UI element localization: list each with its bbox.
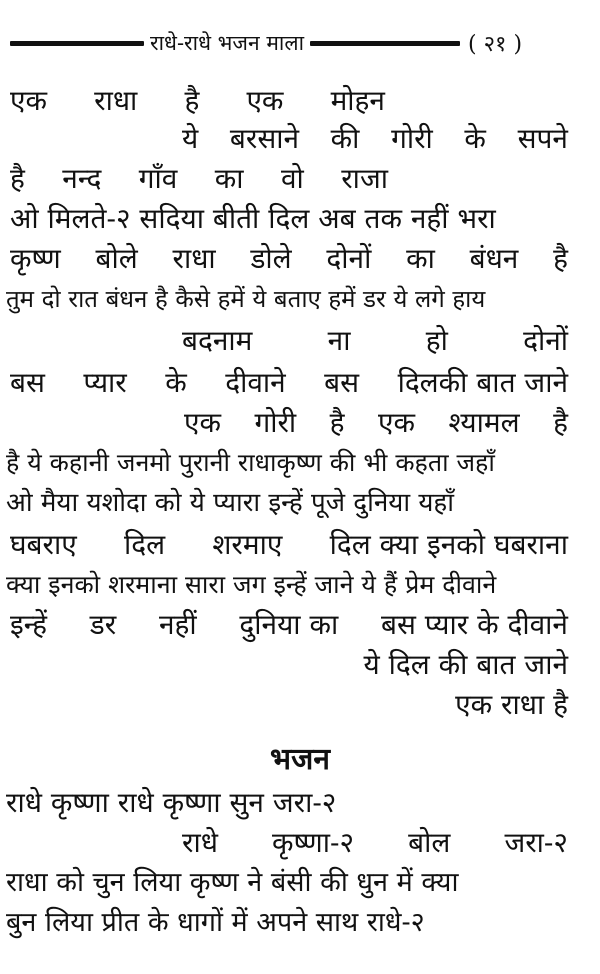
word: दिल <box>124 528 166 561</box>
word: है <box>329 406 345 439</box>
word: बरसाने <box>229 122 300 155</box>
bhajan-line-2 <box>182 824 568 862</box>
word: दिलकी बात जाने <box>397 366 568 399</box>
verse-line-7 <box>182 322 568 360</box>
word: प्यार <box>83 366 127 399</box>
word: बोले <box>95 242 138 275</box>
word: ओ मिलते-२ सदिया बीती दिल अब तक नहीं भरा <box>10 202 496 235</box>
word: है <box>553 406 568 439</box>
word: है <box>10 162 25 195</box>
word: नन्द <box>62 162 102 195</box>
word: एक <box>10 84 47 117</box>
word: ना <box>327 324 351 357</box>
verse-line-5 <box>10 240 568 278</box>
word: की <box>330 122 360 155</box>
word: दीवाने <box>225 366 286 399</box>
word: राधे कृष्णा राधे कृष्णा सुन जरा-२ <box>6 786 337 819</box>
word: दिल क्या इनको घबराना <box>329 528 568 561</box>
word: हो <box>425 324 448 357</box>
verse-line-10 <box>6 444 568 482</box>
header-rule-left <box>10 41 144 46</box>
verse-line-6 <box>6 280 572 318</box>
word: श्यामल <box>448 406 520 439</box>
word: बस प्यार के दीवाने <box>380 608 568 641</box>
page-number: ( २१ ) <box>468 32 523 57</box>
word: गाँव <box>138 162 178 195</box>
word: गोरी <box>391 122 433 155</box>
word: घबराए <box>10 528 77 561</box>
header-title: राधे-राधे भजन माला <box>150 31 305 55</box>
word: राधा को चुन लिया कृष्ण ने बंसी की धुन में क्या <box>6 867 459 898</box>
verse-line-14 <box>10 606 568 644</box>
word: दोनों <box>523 324 568 357</box>
word: एक <box>378 406 416 439</box>
verse-line-11 <box>6 484 568 522</box>
word: मोहन <box>330 84 385 117</box>
word: है <box>184 84 200 117</box>
word: एक <box>184 406 221 439</box>
word: का <box>406 242 435 275</box>
word: राजा <box>341 162 388 195</box>
word: राधा <box>172 242 216 275</box>
header-rule-right <box>310 41 460 46</box>
word: ओ मैया यशोदा को ये प्यारा इन्हें पूजे दुनिया यहाँ <box>6 488 454 518</box>
page-header <box>10 28 590 58</box>
word: ये <box>182 122 199 155</box>
word: डोले <box>250 242 292 275</box>
word: जरा-२ <box>504 826 568 859</box>
word: कृष्ण <box>10 242 61 275</box>
word: बुन लिया प्रीत के धागों में अपने साथ राधे-२ <box>6 907 425 938</box>
word: क्या इनको शरमाना सारा जग इन्हें जाने ये हैं प्रेम दीवाने <box>6 570 497 599</box>
word: सपने <box>517 122 568 155</box>
word: के <box>165 366 187 399</box>
word: के <box>464 122 486 155</box>
word: बदनाम <box>182 324 253 357</box>
verse-line-4 <box>10 200 568 238</box>
word: बंधन <box>469 242 519 275</box>
word: दोनों <box>326 242 372 275</box>
verse-line-1 <box>10 82 385 120</box>
word: तुम दो रात बंधन है कैसे हमें ये बताए हमें डर ये लगे हाय <box>6 285 486 313</box>
bhajan-line-4 <box>6 904 568 942</box>
word: बस <box>10 366 45 399</box>
word: एक राधा है <box>455 688 568 721</box>
word: वो <box>280 162 304 195</box>
verse-line-12 <box>10 526 568 564</box>
word: नहीं <box>158 608 197 641</box>
bhajan-line-3 <box>6 864 568 902</box>
word: गोरी <box>254 406 297 439</box>
word: बोल <box>408 826 451 859</box>
word: राधे <box>182 826 218 859</box>
verse-line-15 <box>10 646 568 684</box>
verse-line-2 <box>182 120 568 158</box>
word: कृष्णा-२ <box>272 826 355 859</box>
word: राधा <box>94 84 138 117</box>
verse-line-13 <box>6 566 568 604</box>
verse-line-9 <box>184 404 568 442</box>
word: है ये कहानी जनमो पुरानी राधाकृष्ण की भी कहता जहाँ <box>6 448 495 477</box>
word: है <box>553 242 568 275</box>
word: इन्हें <box>10 608 47 641</box>
word: ये दिल की बात जाने <box>363 648 568 681</box>
bhajan-line-1 <box>6 784 568 822</box>
word: शरमाए <box>212 528 283 561</box>
word: बस <box>324 366 360 399</box>
verse-line-3 <box>10 160 388 198</box>
verse-line-16 <box>10 686 568 724</box>
word: का <box>214 162 244 195</box>
word: डर <box>89 608 117 641</box>
verse-line-8 <box>10 364 568 402</box>
word: दुनिया का <box>239 608 339 641</box>
section-heading: भजन <box>270 742 330 777</box>
word: एक <box>246 84 284 117</box>
